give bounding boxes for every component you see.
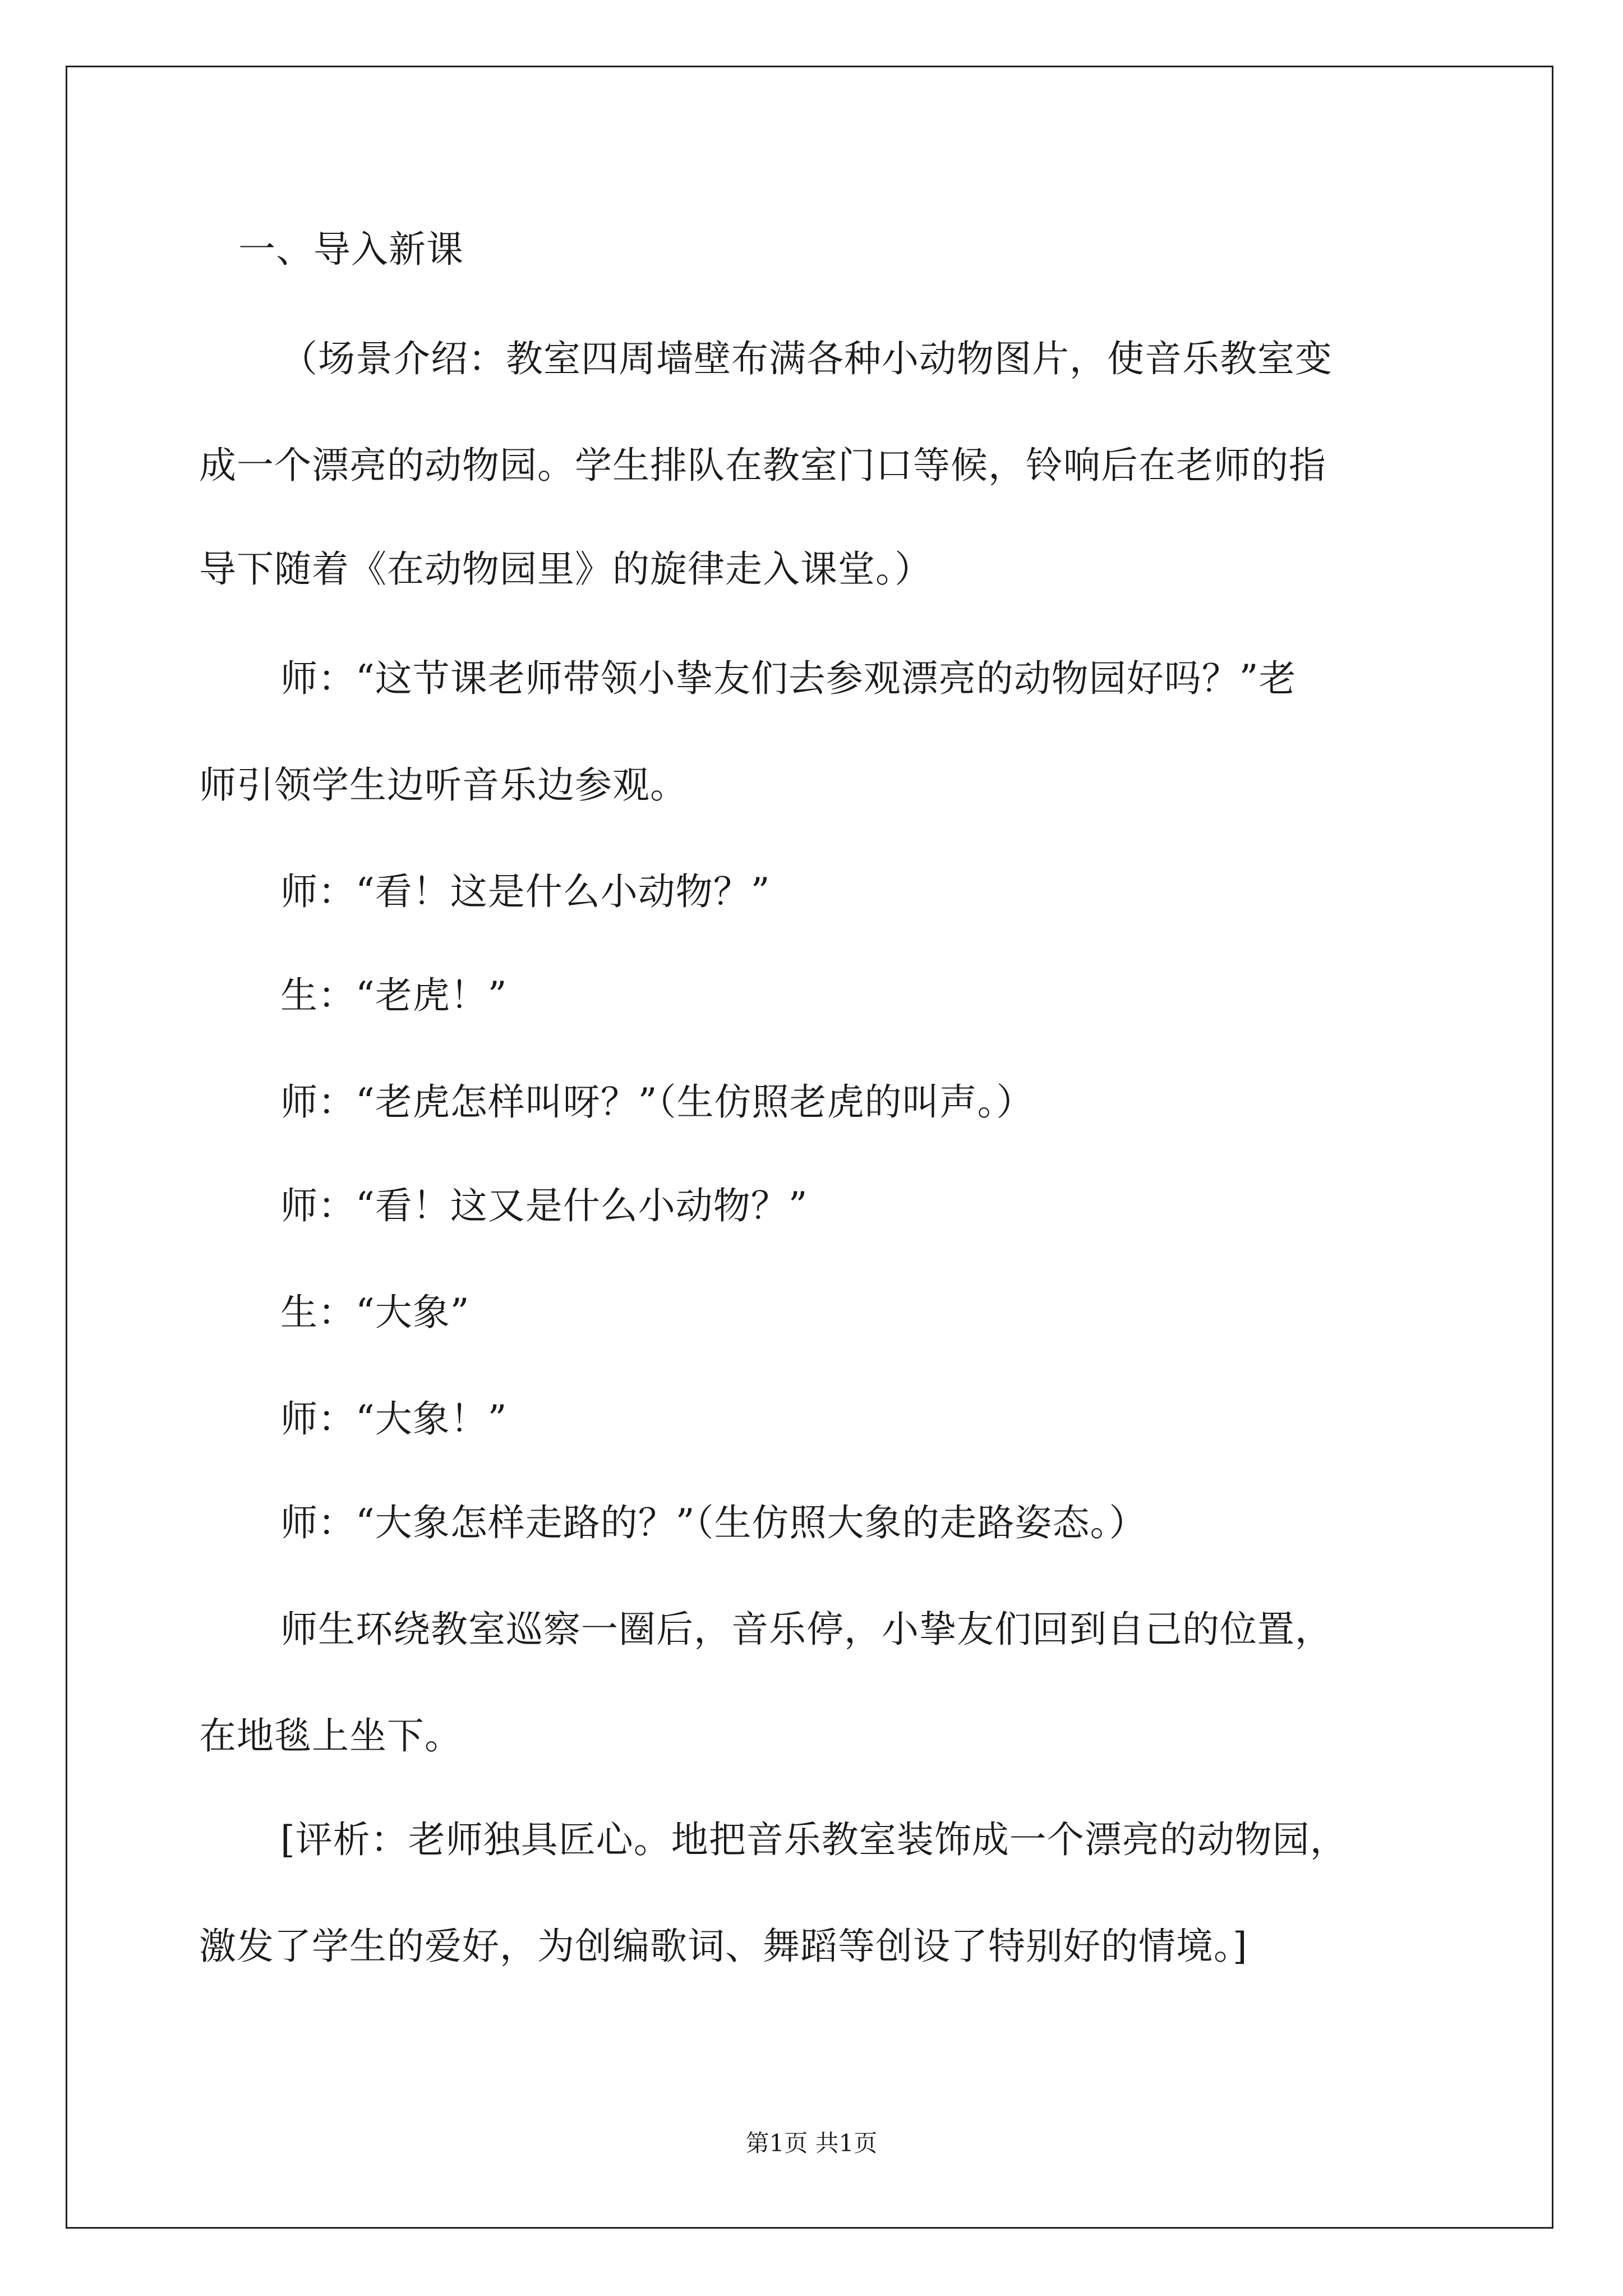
dialogue-line: 生：“老虎！” — [280, 974, 508, 1017]
page-border — [66, 66, 1553, 2229]
dialogue-line: 师：“老虎怎样叫呀？”（生仿照老虎的叫声。） — [280, 1080, 1034, 1124]
paragraph-line: 师：“这节课老师带领小挚友们去参观漂亮的动物园好吗？”老 — [280, 657, 1297, 700]
paragraph-line: 成一个漂亮的动物园。学生排队在教室门口等候，铃响后在老师的指 — [199, 444, 1326, 487]
section-heading: 一、导入新课 — [238, 228, 464, 271]
paragraph-line: 师引领学生边听音乐边参观。 — [199, 763, 688, 807]
dialogue-line: 师：“看！这是什么小动物？” — [280, 870, 771, 913]
paragraph-line: （场景介绍：教室四周墙壁布满各种小动物图片，使音乐教室变 — [280, 337, 1332, 380]
dialogue-line: 师：“大象！” — [280, 1397, 508, 1441]
paragraph-line: 导下随着《在动物园里》的旋律走入课堂。） — [199, 547, 932, 591]
commentary-line: [评析：老师独具匠心。地把音乐教室装饰成一个漂亮的动物园， — [280, 1818, 1348, 1861]
paragraph-line: 师生环绕教室巡察一圈后，音乐停，小挚友们回到自己的位置， — [280, 1608, 1332, 1651]
dialogue-line: 师：“看！这又是什么小动物？” — [280, 1184, 808, 1227]
dialogue-line: 生：“大象” — [280, 1291, 470, 1334]
dialogue-line: 师：“大象怎样走路的？”（生仿照大象的走路姿态。） — [280, 1501, 1147, 1544]
commentary-line: 激发了学生的爱好，为创编歌词、舞蹈等创设了特别好的情境。] — [199, 1925, 1248, 1968]
page-number: 第1页 共1页 — [745, 2129, 878, 2157]
paragraph-line: 在地毯上坐下。 — [199, 1714, 462, 1757]
